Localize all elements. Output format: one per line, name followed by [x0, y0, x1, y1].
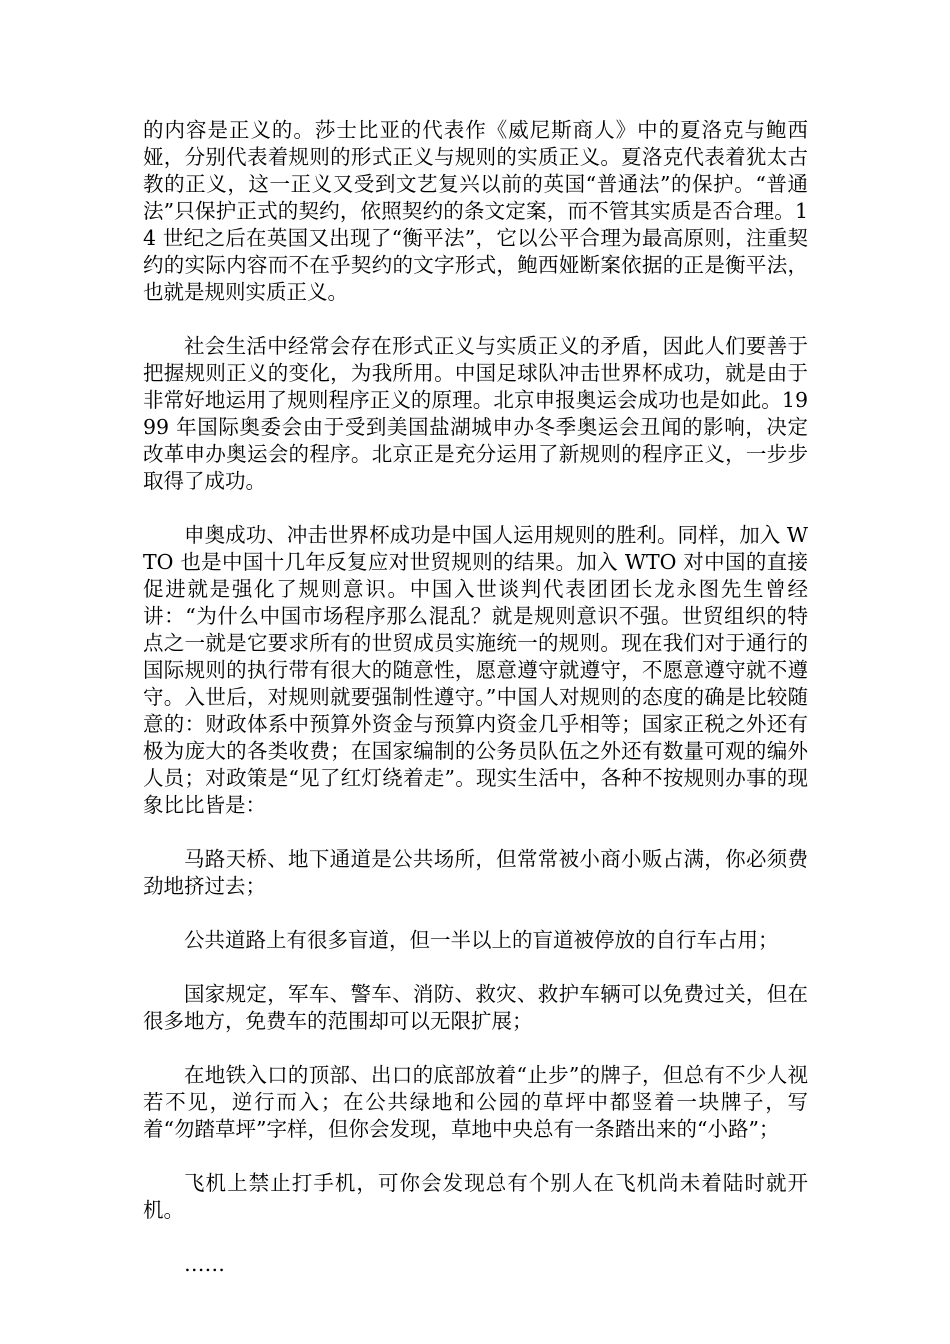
paragraph-overpass-example: 马路天桥、地下通道是公共场所，但常常被小商小贩占满，你必须费劲地挤过去； [143, 847, 808, 898]
paragraph-toll-free-example: 国家规定，军车、警车、消防、救灾、救护车辆可以免费过关，但在很多地方，免费车的范围却可以无限扩展； [143, 982, 808, 1033]
paragraph-formal-substantive-justice: 社会生活中经常会存在形式正义与实质正义的矛盾，因此人们要善于把握规则正义的变化，为我所用。中国足球队冲击世界杯成功，就是由于非常好地运用了规则程序正义的原理。北京申报奥运会成功也是如此。1999 年国际奥委会由于受到美国盐湖城申办冬季奥运会丑闻的影响，决定改革申办奥运会的程序。北京正是充分运用了新规则的程序正义，一步步取得了成功。 [143, 334, 808, 493]
paragraph-blind-path-example: 公共道路上有很多盲道，但一半以上的盲道被停放的自行车占用； [184, 928, 779, 952]
paragraph-wto-rules: 申奥成功、冲击世界杯成功是中国人运用规则的胜利。同样，加入 WTO 也是中国十几年反复应对世贸规则的结果。加入 WTO 对中国的直接促进就是强化了规则意识。中国入世谈判代表团团长龙永图先生曾经讲：“为什么中国市场程序那么混乱？就是规则意识不强。世贸组织的特点之一就是它要求所有的世贸成员实施统一的规则。现在我们对于通行的国际规则的执行带有很大的随意性，愿意遵守就遵守，不愿意遵守就不遵守。入世后，对规则就要强制性遵守。”中国人对规则的态度的确是比较随意的：财政体系中预算外资金与预算内资金几乎相等；国家正税之外还有极为庞大的各类收费；在国家编制的公务员队伍之外还有数量可观的编外人员；对政策是“见了红灯绕着走”。现实生活中，各种不按规则办事的现象比比皆是： [143, 523, 808, 817]
paragraph-subway-lawn-example: 在地铁入口的顶部、出口的底部放着“止步”的牌子，但总有不少人视若不见，逆行而入；在公共绿地和公园的草坪中都竖着一块牌子，写着“勿踏草坪”字样，但你会发现，草地中央总有一条踏出来的“小路”； [143, 1063, 808, 1141]
paragraph-justice-shakespeare: 的内容是正义的。莎士比亚的代表作《威尼斯商人》中的夏洛克与鲍西娅，分别代表着规则的形式正义与规则的实质正义。夏洛克代表着犹太古教的正义，这一正义又受到文艺复兴以前的英国“普通法”的保护。“普通法”只保护正式的契约，依照契约的条文定案，而不管其实质是否合理。14 世纪之后在英国又出现了“衡平法”，它以公平合理为最高原则，注重契约的实际内容而不在乎契约的文字形式，鲍西娅断案依据的正是衡平法，也就是规则实质正义。 [143, 118, 808, 304]
ellipsis-text: …… [184, 1252, 225, 1276]
document-page [143, 117, 808, 1278]
paragraph-airplane-phone-example: 飞机上禁止打手机，可你会发现总有个别人在飞机尚未着陆时就开机。 [143, 1171, 808, 1222]
